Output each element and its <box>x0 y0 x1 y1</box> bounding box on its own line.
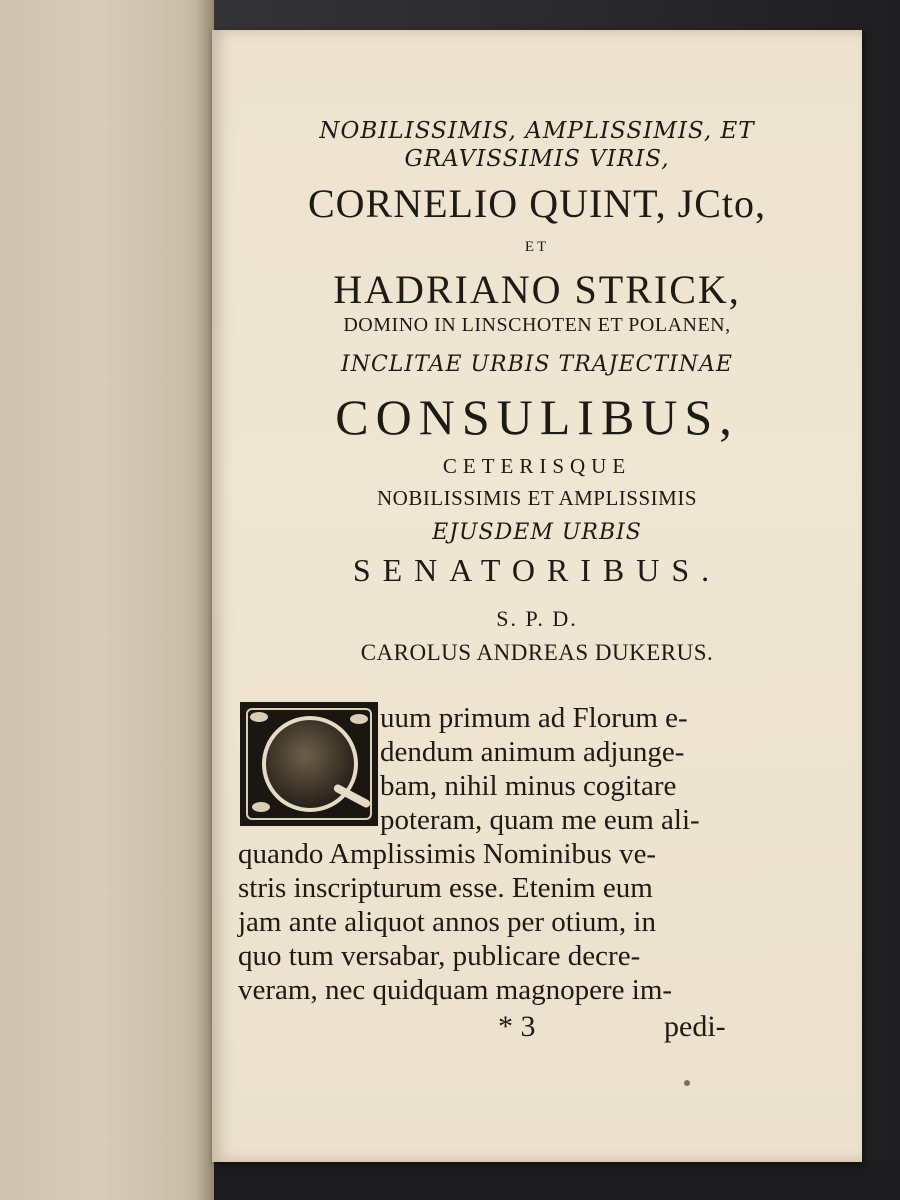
city-line: INCLITAE URBIS TRAJECTINAE <box>341 352 733 377</box>
paper-speck <box>684 1080 690 1086</box>
body-line-7: jam ante aliquot annos per otium, in <box>238 906 656 938</box>
book-page <box>212 30 862 1162</box>
body-line-4: poteram, quam me eum ali- <box>380 804 700 836</box>
ceterisque-line: CETERISQUE <box>442 454 632 478</box>
senatoribus-line: SENATORIBUS. <box>352 552 722 588</box>
body-line-8: quo tum versabar, publicare decre- <box>238 940 641 972</box>
spd-line: S. P. D. <box>496 606 578 631</box>
name-cornelio-quint: CORNELIO QUINT, JCto, <box>307 181 766 226</box>
dedication-line-2: GRAVISSIMIS VIRIS, <box>404 146 670 172</box>
domino-title: DOMINO IN LINSCHOTEN ET POLANEN, <box>343 314 731 336</box>
bottom-shadow <box>214 1160 900 1200</box>
dedication-line-1: NOBILISSIMIS, AMPLISSIMIS, ET <box>319 118 755 144</box>
catchword: pedi- <box>664 1010 726 1043</box>
left-page-edge <box>0 0 214 1200</box>
ejusdem-line: EJUSDEM URBIS <box>432 520 642 545</box>
body-line-1: uum primum ad Florum e- <box>380 702 688 734</box>
signature-mark: * 3 <box>498 1010 536 1043</box>
nobilissimis-line: NOBILISSIMIS ET AMPLISSIMIS <box>377 486 697 510</box>
conjunction-et: ET <box>524 239 550 255</box>
consulibus-heading: CONSULIBUS, <box>335 389 739 445</box>
author-line: CAROLUS ANDREAS DUKERUS. <box>360 640 714 665</box>
body-line-5: quando Amplissimis Nominibus ve- <box>238 838 657 870</box>
decorated-initial-q-image <box>240 702 378 826</box>
body-line-2: dendum animum adjunge- <box>380 736 685 768</box>
body-line-9: veram, nec quidquam magnopere im- <box>238 974 673 1006</box>
body-line-3: bam, nihil minus cogitare <box>380 770 677 802</box>
name-hadriano-strick: HADRIANO STRICK, <box>333 267 741 312</box>
body-line-6: stris inscripturum esse. Etenim eum <box>238 872 653 904</box>
